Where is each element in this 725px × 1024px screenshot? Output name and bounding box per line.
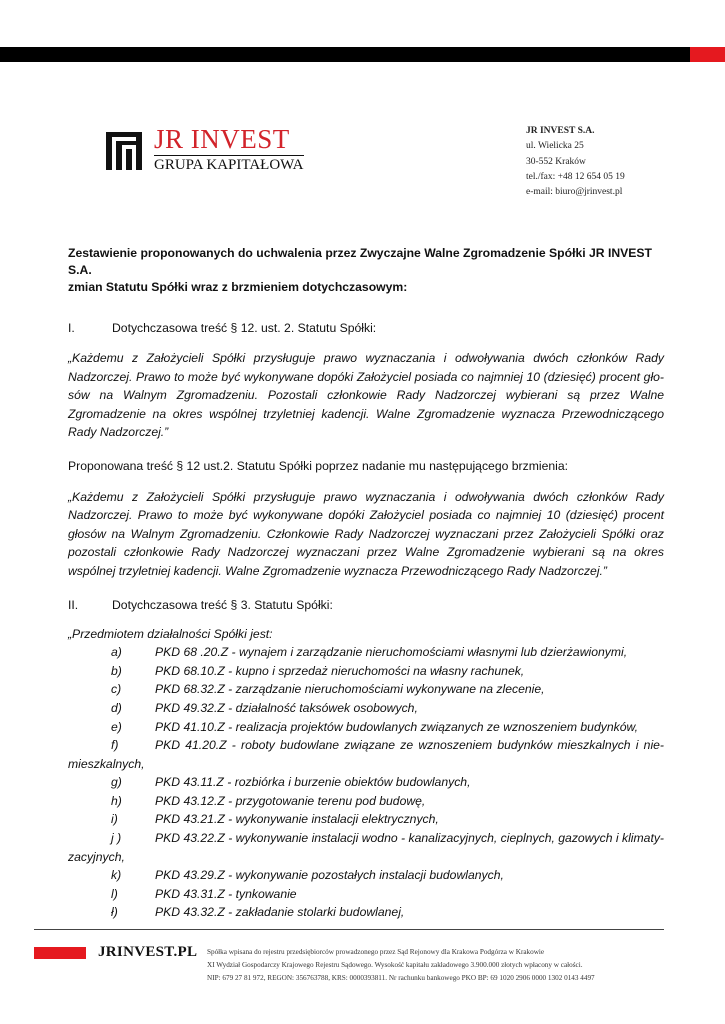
list-item: i) PKD 43.21.Z - wykonywanie instalacji elektrycznych, bbox=[111, 812, 439, 827]
list-item: g) PKD 43.11.Z - rozbiórka i burzenie obiektów budowlanych, bbox=[111, 775, 471, 790]
logo-brand-name: JR INVEST bbox=[154, 123, 290, 154]
list-item: j ) PKD 43.22.Z - wykonywanie instalacji wodno - kanalizacyjnych, cieplnych, gazowych i klimaty- bbox=[111, 831, 664, 846]
section-1-number: I. bbox=[68, 321, 75, 335]
section-1-text: Dotychczasowa treść § 12. ust. 2. Statutu Spółki: bbox=[112, 321, 377, 335]
company-logo bbox=[106, 123, 304, 173]
proposal-intro: Proponowana treść § 12 ust.2. Statutu Spółki poprzez nadanie mu następującego brzmienia: bbox=[68, 458, 568, 473]
list-item: l) PKD 43.31.Z - tynkowanie bbox=[111, 886, 297, 901]
list-item: e) PKD 41.10.Z - realizacja projektów budowlanych związanych ze wznoszeniem budynków, bbox=[111, 719, 639, 734]
list-item: h) PKD 43.12.Z - przygotowanie terenu pod budowę, bbox=[111, 793, 426, 808]
footer-line-2: XI Wydział Gospodarczy Krajowego Rejestru Sądowego. Wysokość kapitału zakładowego 3.900.000 złotych wpłacony w całości. bbox=[207, 961, 583, 969]
section-2-number: II. bbox=[68, 597, 79, 612]
list-item: c) PKD 68.32.Z - zarządzanie nieruchomościami wykonywane na zlecenie, bbox=[111, 682, 545, 697]
footer-red-mark bbox=[34, 947, 86, 959]
heading-line-2: zmian Statutu Spółki wraz z brzmieniem dotychczasowym: bbox=[68, 280, 408, 294]
list-item: ł) PKD 43.32.Z - zakładanie stolarki budowlanej, bbox=[111, 905, 405, 920]
logo-brand-sub: GRUPA KAPITAŁOWA bbox=[154, 156, 304, 173]
pkd-list bbox=[68, 643, 664, 922]
list-item: k) PKD 43.29.Z - wykonywanie pozostałych instalacji budowlanych, bbox=[111, 868, 504, 883]
footer-legal-text bbox=[207, 946, 697, 985]
document-heading bbox=[68, 245, 664, 296]
contact-company: JR INVEST S.A. bbox=[526, 126, 595, 136]
list-intro: „Przedmiotem działalności Spółki jest: bbox=[68, 626, 273, 641]
logo-building-icon bbox=[106, 128, 146, 170]
list-item-continuation: zacyjnych, bbox=[68, 849, 125, 864]
footer-line-1: Spółka wpisana do rejestru przedsiębiorców prowadzonego przez Sąd Rejonowy dla Krakowa Podgórza w Krakowie bbox=[207, 948, 545, 956]
list-item-continuation: mieszkalnych, bbox=[68, 756, 145, 771]
footer-divider bbox=[34, 929, 664, 930]
list-item: a) PKD 68 .20.Z - wynajem i zarządzanie nieruchomościami własnymi lub dzierżawionymi, bbox=[111, 645, 628, 660]
header-red-bar bbox=[690, 47, 725, 62]
document-body bbox=[68, 245, 664, 922]
section-2-title bbox=[68, 596, 664, 614]
section-2-text: Dotychczasowa treść § 3. Statutu Spółki: bbox=[112, 597, 333, 612]
contact-city: 30-552 Kraków bbox=[526, 156, 586, 167]
footer-brand[interactable]: JRINVEST.PL bbox=[98, 944, 198, 960]
quote-proposed-12: „Każdemu z Założycieli Spółki przysługuje prawo wyznaczania i odwoływania dwóch członków Rady Nadzorczej. Prawo to może być wykonywane dopóki Założyciel posiada co najmniej 10 (dziesięć) procent głosów na Walnym Zgromadzeniu. Członkowie Rady Nadzorczej wyznaczani przez Założycieli Spółki oraz pozostali członkowie Rady Nadzorczej wyznaczani przez Walne Zgromadzenie wybierani są na okres wspólnej trzyletniej kadencji. Walne Zgromadzenie wyznacza Przewodniczącego Rady Nadzorczej.” bbox=[68, 489, 664, 578]
list-item: f) PKD 41.20.Z - roboty budowlane związane ze wznoszeniem budynków mieszkalnych i nie- bbox=[111, 738, 664, 753]
contact-street: ul. Wielicka 25 bbox=[526, 141, 584, 152]
quote-current-12: „Każdemu z Założycieli Spółki przysługuje prawo wyznaczania i odwoływania dwóch członków Rady Nadzorczej. Prawo to może być wykonywane dopóki Założyciel posiada co najmniej 10 (dziesięć) procent gło-sów na Walnym Zgromadzeniu. Pozostali członkowie Rady Nadzorczej wybierani są przez Walne Zgromadzenie na okres wspólnej trzyletniej kadencji. Walne Zgromadzenie wyznacza Przewodniczącego Rady Nadzorczej.” bbox=[68, 351, 664, 440]
list-item: d) PKD 49.32.Z - działalność taksówek osobowych, bbox=[111, 700, 418, 715]
contact-email[interactable]: e-mail: biuro@jrinvest.pl bbox=[526, 187, 623, 198]
list-item: b) PKD 68.10.Z - kupno i sprzedaż nieruchomości na własny rachunek, bbox=[111, 663, 525, 678]
contact-block bbox=[526, 124, 625, 200]
header-black-bar bbox=[0, 47, 695, 62]
contact-phone: tel./fax: +48 12 654 05 19 bbox=[526, 171, 625, 182]
heading-line-1: Zestawienie proponowanych do uchwalenia przez Zwyczajne Walne Zgromadzenie Spółki JR INVEST S.A. bbox=[68, 246, 652, 277]
footer-line-3: NIP: 679 27 81 972, REGON: 356763788, KRS: 0000393811. Nr rachunku bankowego PKO BP: 69 1020 2906 0000 1302 0143 4497 bbox=[207, 974, 595, 982]
section-1-title bbox=[68, 319, 664, 337]
